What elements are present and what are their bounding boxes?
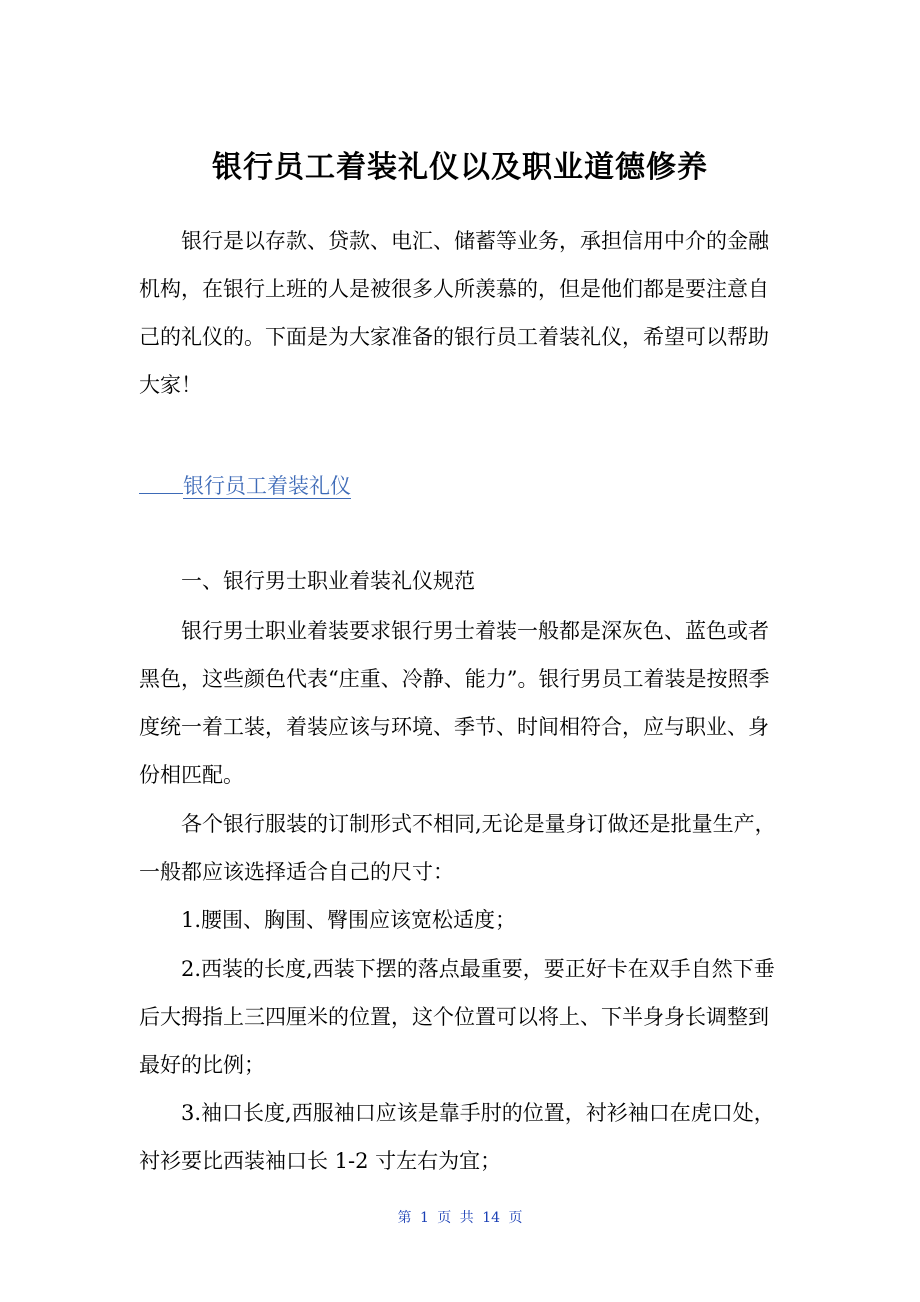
document-title: 银行员工着装礼仪以及职业道德修养 xyxy=(212,150,708,185)
paragraph-sizing: 各个银行服装的订制形式不相同,无论是量身订做还是批量生产，一般都应该选择适合自己的尺寸： xyxy=(139,812,776,884)
section-link-text[interactable]: 银行员工着装礼仪 xyxy=(183,474,351,498)
paragraph-item-3: 3.袖口长度,西服袖口应该是靠手肘的位置，衬衫袖口在虎口处，衬衫要比西装袖口长 1-2 寸左右为宜； xyxy=(139,1101,775,1173)
paragraph-item-2: 2.西装的长度,西装下摆的落点最重要，要正好卡在双手自然下垂后大拇指上三四厘米的位置，这个位置可以将上、下半身身长调整到最好的比例； xyxy=(139,957,775,1077)
page-footer: 第 1 页 共 14 页 xyxy=(397,1210,523,1226)
paragraph-men-dress: 银行男士职业着装要求银行男士着装一般都是深灰色、蓝色或者黑色，这些颜色代表“庄重、冷静、能力”。银行男员工着装是按照季度统一着工装，着装应该与环境、季节、时间相符合，应与职业、身份相匹配。 xyxy=(139,619,770,787)
paragraph-item-1: 1.腰围、胸围、臀围应该宽松适度； xyxy=(181,908,517,932)
paragraph-heading-1: 一、银行男士职业着装礼仪规范 xyxy=(181,569,475,593)
section-link-dress-etiquette[interactable] xyxy=(139,466,351,506)
link-indent xyxy=(139,466,183,494)
intro-paragraph: 银行是以存款、贷款、电汇、储蓄等业务，承担信用中介的金融机构，在银行上班的人是被很多人所羡慕的，但是他们都是要注意自己的礼仪的。下面是为大家准备的银行员工着装礼仪，希望可以帮助大家！ xyxy=(139,229,769,397)
